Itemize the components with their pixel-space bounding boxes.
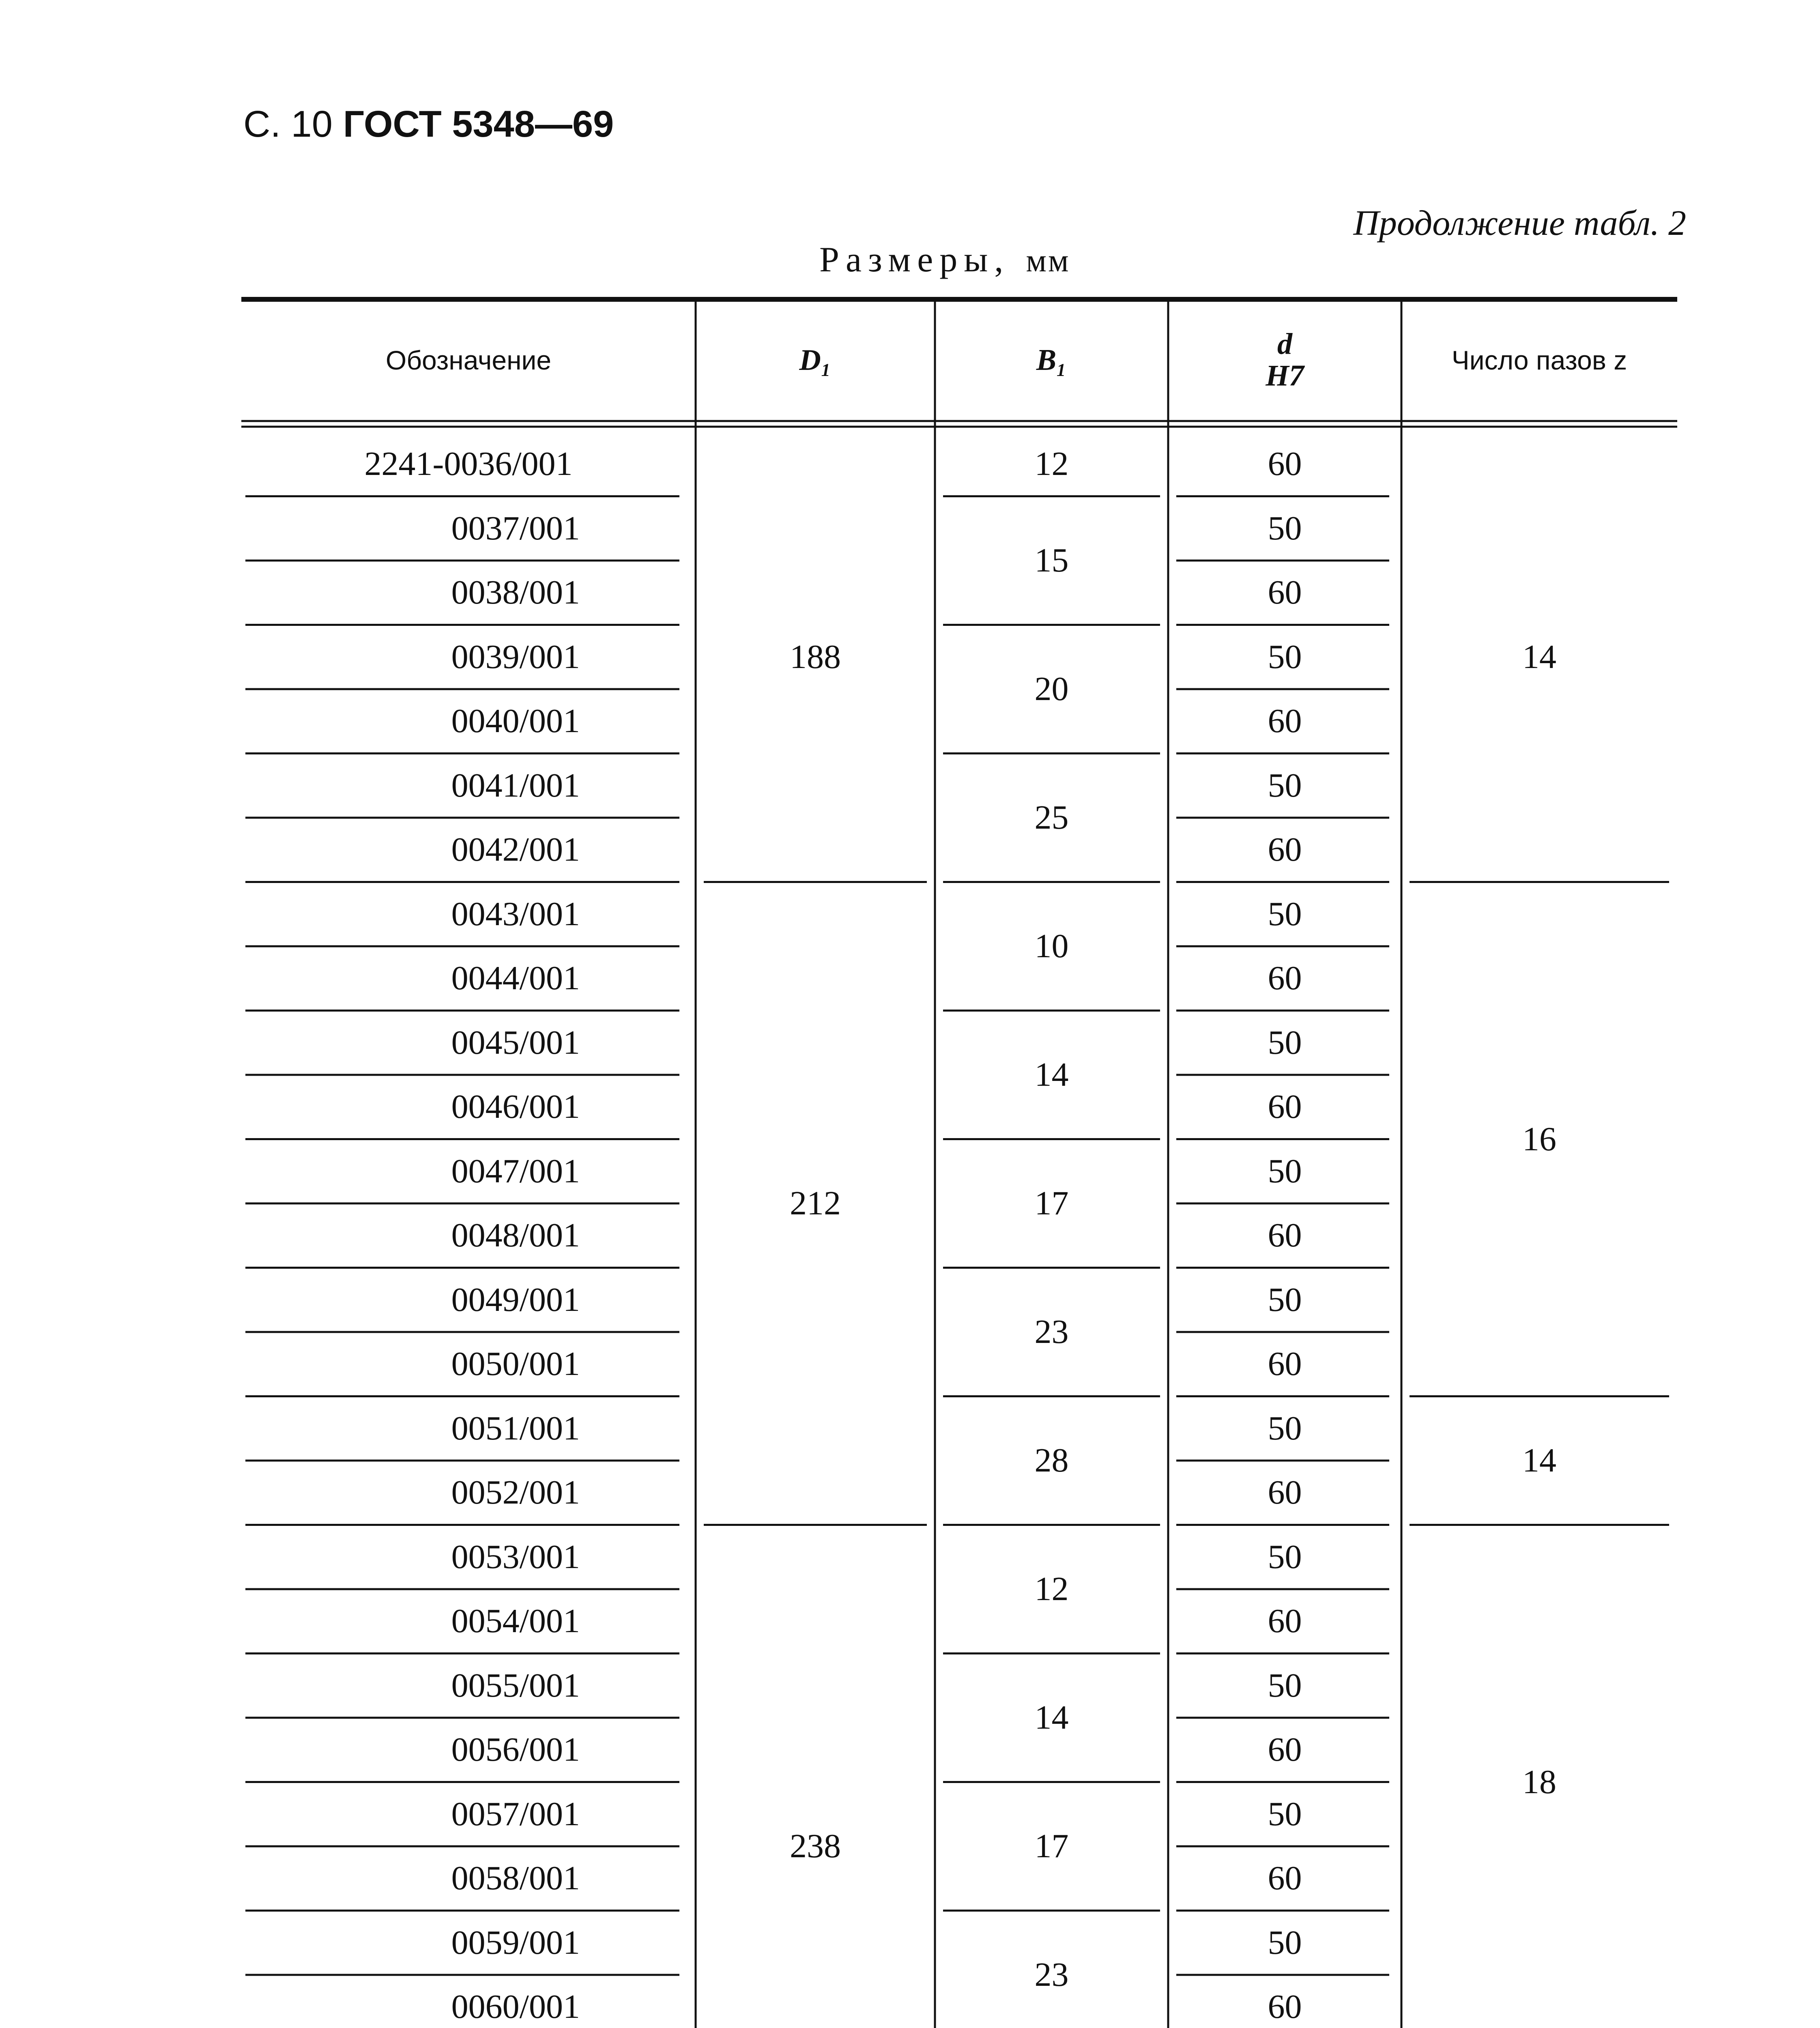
d-cell: 60 <box>1268 702 1302 740</box>
b1-cell: 10 <box>1034 927 1069 965</box>
b1-cell: 14 <box>1034 1056 1069 1093</box>
d-cell: 60 <box>1268 831 1302 869</box>
designation-cell: 0039/001 <box>451 638 580 676</box>
designation-cell: 0054/001 <box>451 1602 580 1640</box>
designation-cell: 0045/001 <box>451 1023 580 1061</box>
header-d1: D₁ <box>799 344 832 377</box>
d-cell: 60 <box>1268 1216 1302 1255</box>
header-d-tolerance: H7 <box>1266 359 1304 392</box>
d1-cell: 212 <box>790 1184 841 1222</box>
designation-cell: 0053/001 <box>451 1538 580 1576</box>
d-cell: 50 <box>1268 1280 1302 1319</box>
designation-cell: 0044/001 <box>451 959 580 997</box>
d-cell: 50 <box>1268 1923 1302 1961</box>
designation-cell: 0057/001 <box>451 1795 580 1833</box>
designation-cell: 0041/001 <box>451 766 580 804</box>
b1-cell: 28 <box>1034 1442 1069 1479</box>
d-cell: 60 <box>1268 574 1302 612</box>
designation-cell: 0059/001 <box>451 1923 580 1961</box>
designation-cell: 0056/001 <box>451 1731 580 1769</box>
d-cell: 50 <box>1268 638 1302 676</box>
d-cell: 60 <box>1268 1859 1302 1897</box>
b1-cell: 23 <box>1034 1313 1069 1351</box>
sizes-caption-title: Размеры, <box>819 240 1010 279</box>
d-cell: 60 <box>1268 1474 1302 1512</box>
d-cell: 50 <box>1268 766 1302 804</box>
designation-cell: 0050/001 <box>451 1345 580 1383</box>
designation-cell: 0048/001 <box>451 1216 580 1255</box>
designation-cell: 2241-0036/001 <box>364 445 573 483</box>
d-cell: 60 <box>1268 1988 1302 2026</box>
d-cell: 50 <box>1268 509 1302 547</box>
sizes-caption-unit: мм <box>1026 243 1070 279</box>
d-cell: 60 <box>1268 1088 1302 1126</box>
d1-cell: 238 <box>790 1827 841 1865</box>
slots-cell: 14 <box>1522 638 1556 676</box>
header-b1: B₁ <box>1036 344 1067 377</box>
designation-cell: 0046/001 <box>451 1088 580 1126</box>
header-d-symbol: d <box>1277 327 1292 361</box>
d1-cell: 188 <box>790 638 841 676</box>
continuation-note: Продолжение табл. 2 <box>1353 204 1686 243</box>
header-d <box>1266 329 1304 391</box>
b1-cell: 20 <box>1034 670 1069 708</box>
b1-cell: 14 <box>1034 1699 1069 1736</box>
d-cell: 60 <box>1268 1731 1302 1769</box>
designation-cell: 0037/001 <box>451 509 580 547</box>
header-slots: Число пазов z <box>1451 345 1627 375</box>
designation-cell: 0060/001 <box>451 1988 580 2026</box>
d-cell: 60 <box>1268 445 1302 483</box>
designation-cell: 0051/001 <box>451 1409 580 1447</box>
b1-cell: 23 <box>1034 1956 1069 1994</box>
standard-code: ГОСТ 5348—69 <box>343 103 614 145</box>
d-cell: 50 <box>1268 1409 1302 1447</box>
designation-cell: 0040/001 <box>451 702 580 740</box>
header-designation: Обозначение <box>385 345 552 375</box>
b1-cell: 17 <box>1034 1184 1069 1222</box>
designation-cell: 0052/001 <box>451 1474 580 1512</box>
d-cell: 50 <box>1268 1795 1302 1833</box>
b1-cell: 25 <box>1034 799 1069 836</box>
designation-cell: 0038/001 <box>451 574 580 612</box>
d-cell: 60 <box>1268 1602 1302 1640</box>
designation-cell: 0058/001 <box>451 1859 580 1897</box>
b1-cell: 15 <box>1034 541 1069 579</box>
designation-cell: 0049/001 <box>451 1280 580 1319</box>
d-cell: 50 <box>1268 1666 1302 1704</box>
d-cell: 60 <box>1268 959 1302 997</box>
designation-cell: 0047/001 <box>451 1152 580 1190</box>
d-cell: 60 <box>1268 1345 1302 1383</box>
designation-cell: 0055/001 <box>451 1666 580 1704</box>
b1-cell: 12 <box>1034 445 1069 483</box>
page-number: С. 10 <box>243 103 333 145</box>
d-cell: 50 <box>1268 1538 1302 1576</box>
b1-cell: 17 <box>1034 1827 1069 1865</box>
d-cell: 50 <box>1268 1023 1302 1061</box>
slots-cell: 16 <box>1522 1120 1556 1158</box>
slots-cell: 14 <box>1522 1442 1556 1479</box>
slots-cell: 18 <box>1522 1763 1556 1801</box>
designation-cell: 0043/001 <box>451 895 580 933</box>
designation-cell: 0042/001 <box>451 831 580 869</box>
b1-cell: 12 <box>1034 1570 1069 1608</box>
d-cell: 50 <box>1268 1152 1302 1190</box>
d-cell: 50 <box>1268 895 1302 933</box>
